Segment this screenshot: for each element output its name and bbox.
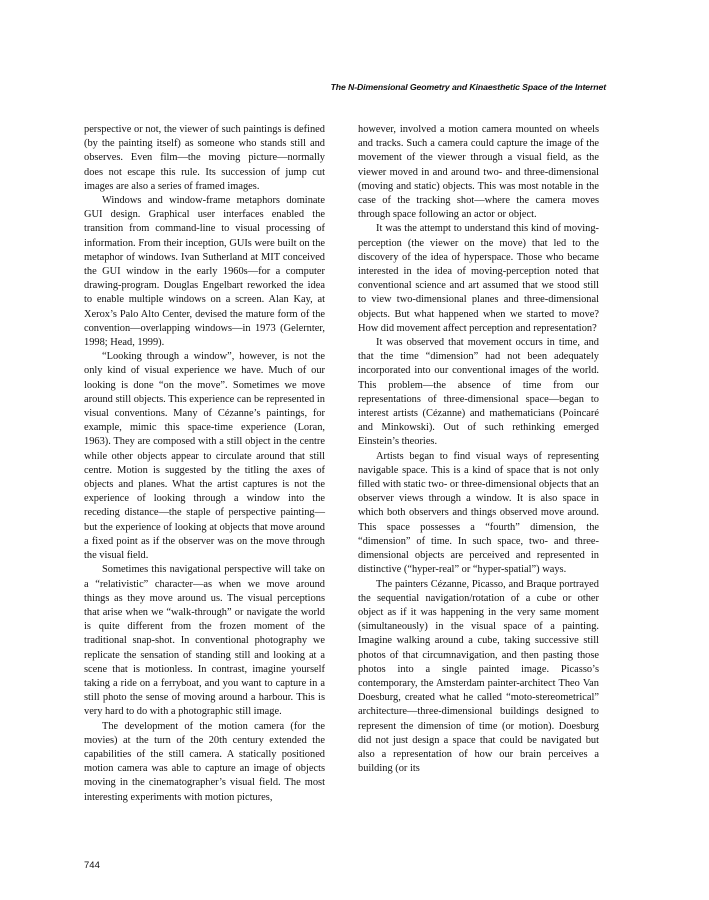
right-column xyxy=(358,123,599,776)
paragraph: perspective or not, the viewer of such paintings is defined (by the painting itself) as someone who stands still and observes. Even film—the moving picture—normally does not escape this rule. Its succession of jump cut images are also a series of framed images. xyxy=(84,124,325,192)
paragraph: Artists began to find visual ways of representing navigable space. This is a kind of space that is not only filled with static two- or three-dimensional objects that an observer views through a window. It is also space in which both observers and things observed move around. This space possesses a “fourth” dimension, the “dimension” of time. In such space, two- and three-dimensional objects are perceived and represented in distinctive (“hyper-real” or “hyper-spatial”) ways. xyxy=(358,450,599,576)
paragraph: The development of the motion camera (for the movies) at the turn of the 20th century extended the capabilities of the still camera. A statically positioned motion camera was able to capture an image of objects moving in the cinematographer’s visual field. The most interesting experiments with motion pictures, xyxy=(84,720,325,803)
paragraph: “Looking through a window”, however, is not the only kind of visual experience we have. Much of our looking is done “on the move”. Sometimes we move around still objects. This experience can be represented in visual conventions. Many of Cézanne’s paintings, for example, mimic this space-time experience (Loran, 1963). They are composed with a still object in the centre while other objects appear to circulate around that still centre. Motion is suggested by the titling the axes of objects and planes. What the artist captures is not the experience of looking through a window into the receding distance—the staple of perspective painting—but the experience of looking at objects that move around a fixed point as if the observer was on the move through the visual field. xyxy=(84,351,325,562)
paragraph: Sometimes this navigational perspective will take on a “relativistic” character—as when we move around things as they move around us. The visual perceptions that arise when we “walk-through” or navigate the world is quite different from the frozen moment of the traditional snap-shot. In conventional photography we replicate the sensation of standing still and looking at a scene that is motionless. In contrast, imagine yourself taking a ride on a ferryboat, and you want to capture in a still photo the sense of moving around a harbour. This is very hard to do with a photographic still image. xyxy=(84,564,325,718)
paragraph: It was the attempt to understand this kind of moving-perception (the viewer on the move) that led to the discovery of the idea of hyperspace. Those who became interested in the idea of moving-perception noted that conventional science and art assumed that we stood still to view two-dimensional planes and three-dimensional objects. But what happened when we started to move? How did movement affect perception and representation? xyxy=(358,223,599,334)
paragraph: The painters Cézanne, Picasso, and Braque portrayed the sequential navigation/rotation of a cube or other object as if it was happening in the very same moment (simultaneously) in the visual space of a painting. Imagine walking around a cube, taking successive still photos of that circumnavigation, and then pasting those photos into a single painted image. Picasso’s contemporary, the Amsterdam painter-architect Theo Van Doesburg, created what he called “moto-stereometrical” architecture—three-dimensional buildings designed to represent the dimension of time (or motion). Doesburg did not just design a space that could be navigated but also a representation of how our brain perceives a building (or its xyxy=(358,578,599,775)
paragraph: however, involved a motion camera mounted on wheels and tracks. Such a camera could capture the image of the movement of the viewer through a visual field, as the viewer moved in and around two- and three-dimensional (moving and static) objects. This was most notable in the case of the tracking shot—where the camera moves through space following an actor or object. xyxy=(358,124,599,221)
running-header: The N-Dimensional Geometry and Kinaesthetic Space of the Internet xyxy=(330,82,606,92)
paragraph: Windows and window-frame metaphors dominate GUI design. Graphical user interfaces enabled the transition from command-line to visual processing of information. From their inception, GUIs were built on the metaphor of windows. Ivan Sutherland at MIT conceived the GUI window in the early 1960s—for a computer drawing-program. Douglas Engelbart reworked the idea to enable multiple windows on a screen. Alan Kay, at Xerox’s Palo Alto Center, devised the mature form of the convention—overlapping windows—in 1973 (Gelernter, 1998; Head, 1999). xyxy=(84,195,325,349)
left-column xyxy=(84,123,325,805)
page-number: 744 xyxy=(84,860,100,871)
paragraph: It was observed that movement occurs in time, and that the time “dimension” had not been adequately incorporated into our conventional images of the world. This problem—the absence of time from our representations of three-dimensional space—began to interest artists (Cézanne) and mathematicians (Poincaré and Minkowski). Out of such rethinking emerged Einstein’s theories. xyxy=(358,337,599,448)
